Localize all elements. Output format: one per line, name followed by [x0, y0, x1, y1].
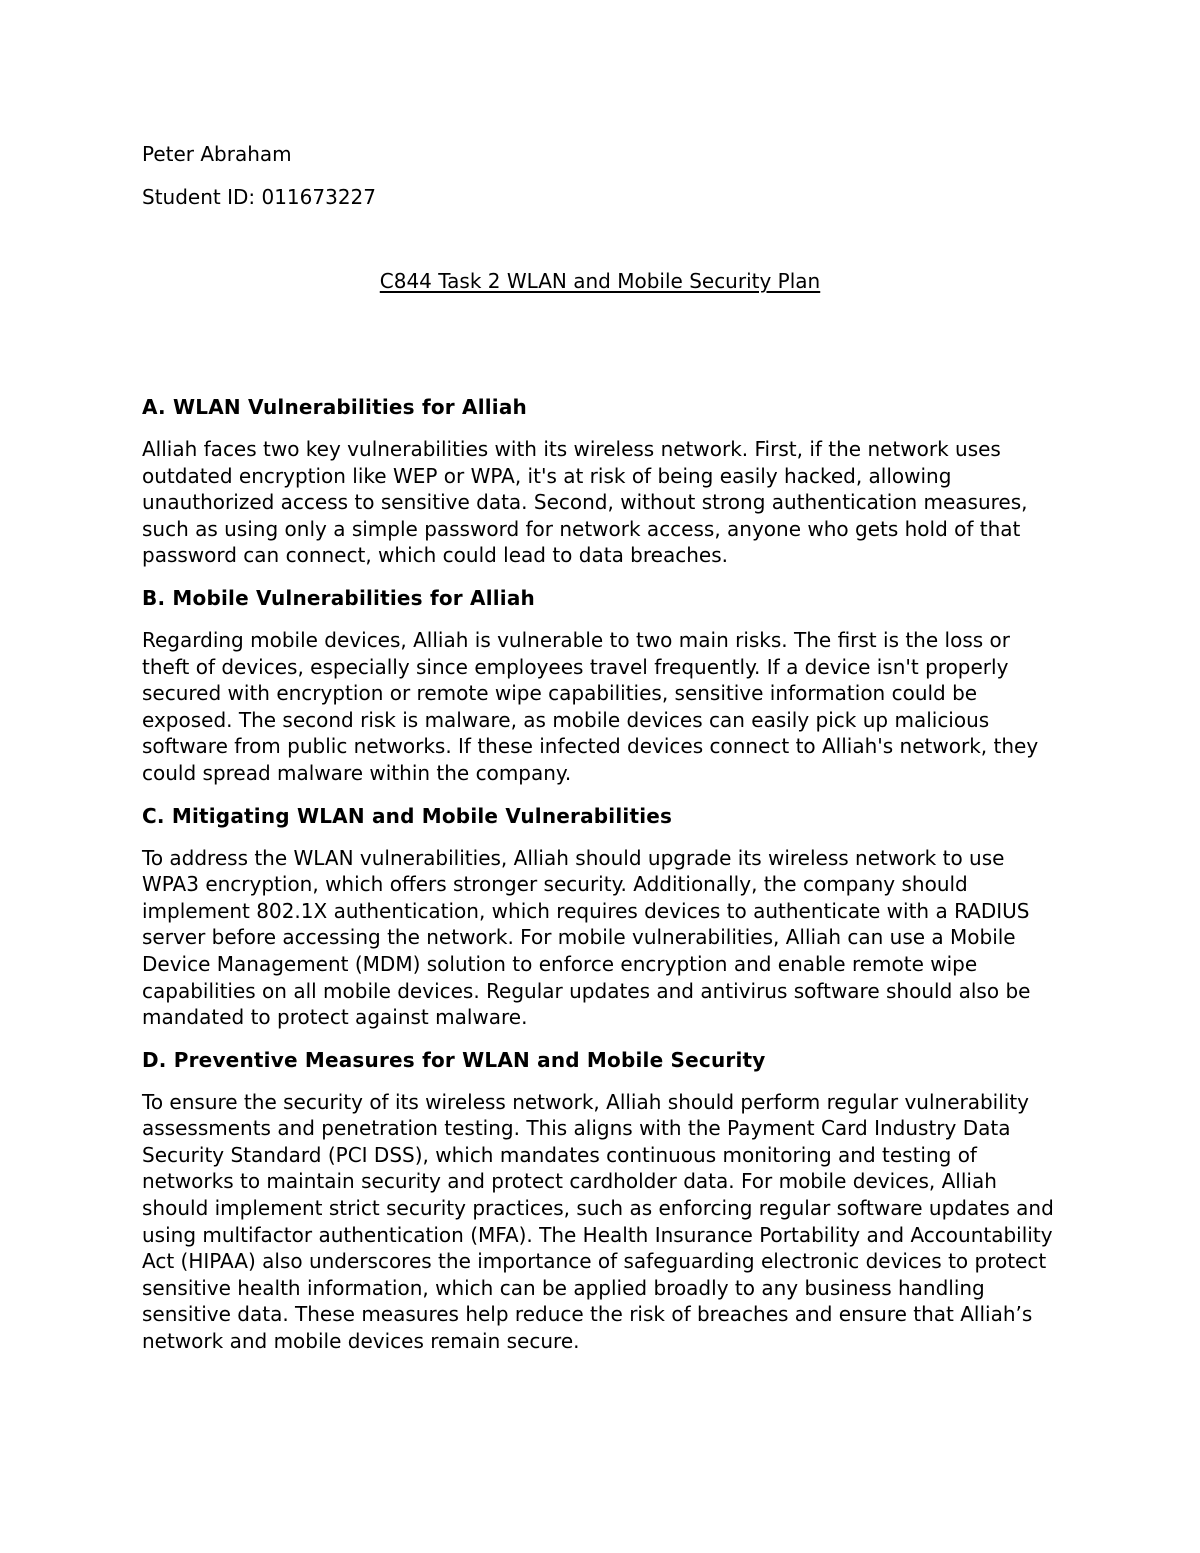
section-paragraph: To address the WLAN vulnerabilities, Alliah should upgrade its wireless network to use WPA3 encryption, which offers stronger security. Additionally, the company should implement 802.1X authentication, which requires devices to authenticate with a RADIUS server before accessing the network. For mobile vulnerabilities, Alliah can use a Mobile Device Management (MDM) solution to enforce encryption and enable remote wipe capabilities on all mobile devices. Regular updates and antivirus software should also be mandated to protect against malware. — [142, 845, 1031, 1030]
section-paragraph: Alliah faces two key vulnerabilities with its wireless network. First, if the network uses outdated encryption like WEP or WPA, it's at risk of being easily hacked, allowing unauthorized access to sensitive data. Second, without strong authentication measures, such as using only a simple password for network access, anyone who gets hold of that password can connect, which could lead to data breaches. — [142, 437, 1028, 568]
author-name: Peter Abraham — [142, 142, 292, 166]
section-d — [142, 1047, 1060, 1355]
section-heading: B. Mobile Vulnerabilities for Alliah — [142, 585, 536, 610]
section-paragraph: To ensure the security of its wireless network, Alliah should perform regular vulnerability assessments and penetration testing. This aligns with the Payment Card Industry Data Security Standard (PCI DSS), which mandates continuous monitoring and testing of networks to maintain security and protect cardholder data. For mobile devices, Alliah should implement strict security practices, such as enforcing regular software updates and using multifactor authentication (MFA). The Health Insurance Portability and Accountability Act (HIPAA) also underscores the importance of safeguarding electronic devices to protect sensitive health information, which can be applied broadly to any business handling sensitive data. These measures help reduce the risk of breaches and ensure that Alliah’s network and mobile devices remain secure. — [142, 1089, 1054, 1354]
student-id: Student ID: 011673227 — [142, 185, 377, 209]
section-heading: A. WLAN Vulnerabilities for Alliah — [142, 395, 527, 419]
section-paragraph: Regarding mobile devices, Alliah is vulnerable to two main risks. The first is the loss or theft of devices, especially since employees travel frequently. If a device isn't properly secured with encryption or remote wipe capabilities, sensitive information could be exposed. The second risk is malware, as mobile devices can easily pick up malicious software from public networks. If these infected devices connect to Alliah's network, they could spread malware within the company. — [142, 627, 1039, 785]
section-a — [142, 394, 1060, 569]
section-heading: C. Mitigating WLAN and Mobile Vulnerabilities — [142, 803, 673, 828]
document-body — [142, 394, 1060, 1371]
section-c — [142, 803, 1060, 1031]
document-title: C844 Task 2 WLAN and Mobile Security Plan — [379, 269, 821, 293]
section-heading: D. Preventive Measures for WLAN and Mobile Security — [142, 1047, 766, 1072]
section-b — [142, 585, 1060, 787]
